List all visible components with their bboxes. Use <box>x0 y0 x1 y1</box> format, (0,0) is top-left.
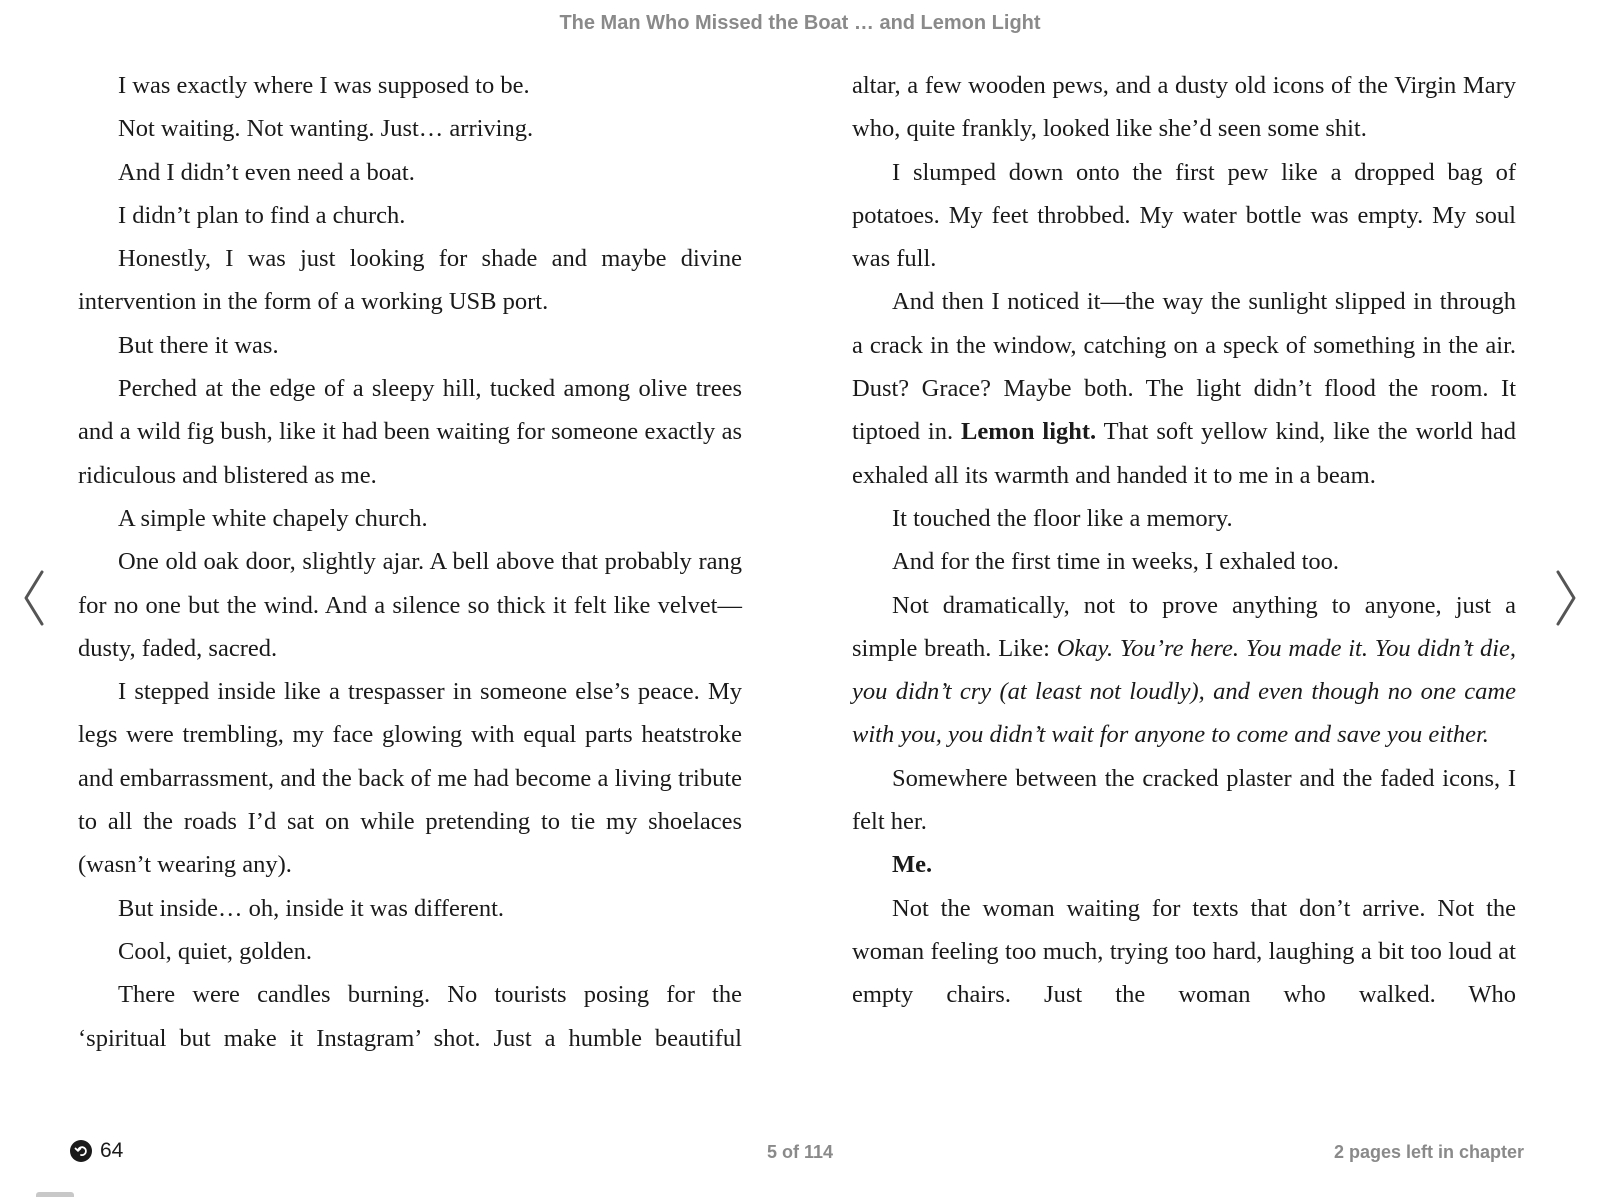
paragraph: And I didn’t even need a boat. <box>118 158 415 186</box>
paragraph: Honestly, I was just looking for shade and maybe divine intervention in the form of a working USB port. <box>78 245 742 316</box>
italic-passage: Okay. You’re here. You made it. You didn’t die, you didn’t cry (at least not loudly), and even though no one came with you, you didn’t wait for anyone to come and save you either. <box>852 634 1517 749</box>
previous-page-button[interactable] <box>18 568 48 628</box>
chapter-remaining: 2 pages left in chapter <box>1333 1142 1524 1162</box>
paragraph: But inside… oh, inside it was different. <box>118 894 505 922</box>
book-title: The Man Who Missed the Boat … and Lemon Light <box>559 12 1041 34</box>
paragraph: Perched at the edge of a sleepy hill, tucked among olive trees and a wild fig bush, like it had been waiting for someone exactly as ridiculous and blistered as me. <box>78 375 742 489</box>
paragraph: I stepped inside like a trespasser in someone else’s peace. My legs were trembling, my face glowing with equal parts heatstroke and embarrassment, and the back of me had become a living tribute to all the roads I’d sat on while pretending to tie my shoelaces (wasn’t wearing any). <box>78 678 742 879</box>
paragraph: Not the woman waiting for texts that don’t arrive. Not the woman feeling too much, trying too hard, laughing a bit too loud at empty chairs. Just the woman who walked. Who <box>852 894 1516 1009</box>
paragraph <box>852 584 1516 757</box>
right-page-text <box>852 64 1516 1017</box>
paragraph-text: That soft yellow kind, like the world had exhaled all its warmth and handed it to me in a beam. <box>852 418 1516 489</box>
paragraph-text: Not dramatically, not to prove anything to anyone, just a simple breath. Like: <box>852 591 1516 662</box>
paragraph: Somewhere between the cracked plaster and the faded icons, I felt her. <box>852 764 1516 836</box>
paragraph: It touched the floor like a memory. <box>892 504 1233 532</box>
chevron-left-icon <box>18 568 48 628</box>
paragraph: There were candles burning. No tourists posing for the ‘spiritual but make it Instagram’ shot. Just a humble beautiful <box>78 981 742 1052</box>
chevron-right-icon <box>1552 568 1582 628</box>
paragraph-text: And then I noticed it—the way the sunlight slipped in through a crack in the window, catching on a speck of something in the air. Dust? Grace? Maybe both. The light didn’t flood the room. It tiptoed in. <box>852 288 1516 446</box>
bold-phrase: Lemon light. <box>961 418 1097 446</box>
paragraph <box>852 280 1516 496</box>
bold-phrase: Me. <box>892 851 933 879</box>
paragraph: One old oak door, slightly ajar. A bell above that probably rang for no one but the wind. And a silence so thick it felt like velvet—dusty, faded, sacred. <box>78 548 742 662</box>
paragraph: altar, a few wooden pews, and a dusty old icons of the Virgin Mary who, quite frankly, looked like she’d seen some shit. <box>852 72 1516 143</box>
page-indicator: 5 of 114 <box>766 1142 834 1162</box>
next-page-button[interactable] <box>1552 568 1582 628</box>
paragraph: I didn’t plan to find a church. <box>118 201 406 229</box>
left-page-text <box>78 64 742 1060</box>
window-edge-tab <box>36 1192 74 1197</box>
paragraph: Not waiting. Not wanting. Just… arriving. <box>118 115 534 143</box>
paragraph: I was exactly where I was supposed to be. <box>118 72 530 99</box>
back-page-number: 64 <box>100 1139 124 1162</box>
paragraph: But there it was. <box>118 331 279 359</box>
paragraph: A simple white chapely church. <box>118 504 428 532</box>
paragraph <box>852 843 1516 886</box>
paragraph: I slumped down onto the first pew like a dropped bag of potatoes. My feet throbbed. My water bottle was empty. My soul was full. <box>852 158 1516 273</box>
paragraph: Cool, quiet, golden. <box>118 937 312 965</box>
paragraph: And for the first time in weeks, I exhaled too. <box>892 548 1340 576</box>
